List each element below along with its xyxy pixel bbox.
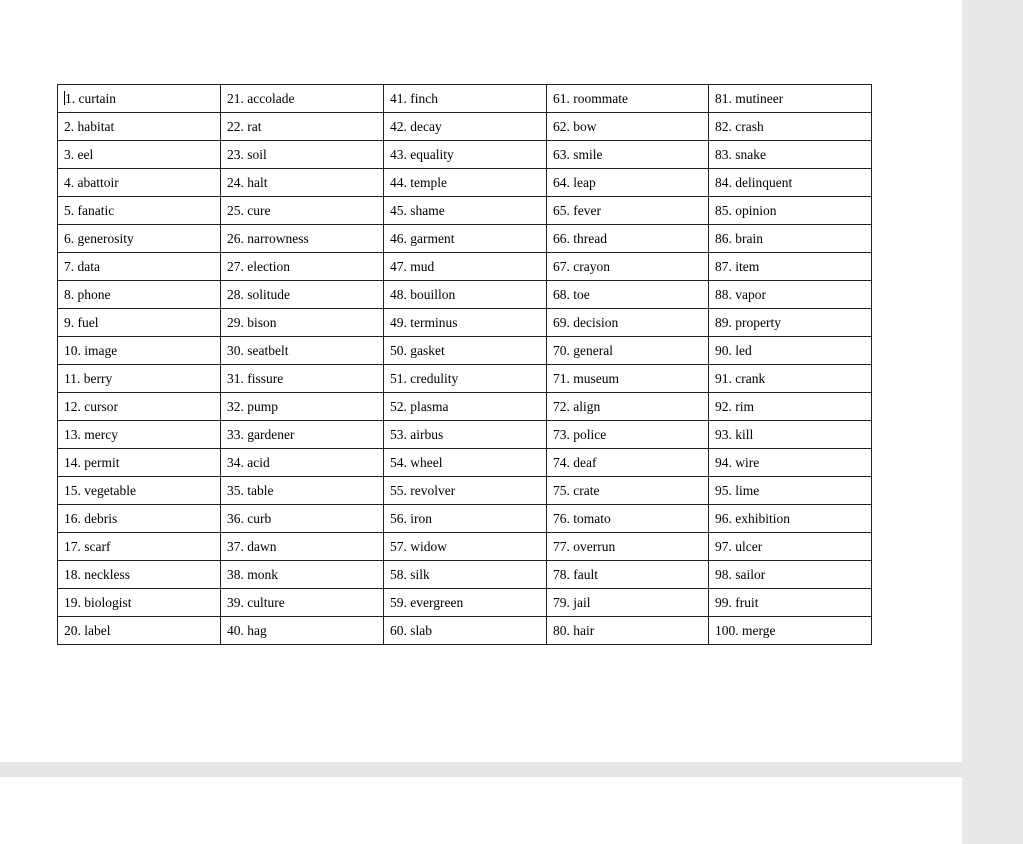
- cell-text: 29. bison: [227, 314, 277, 330]
- cell-text: 97. ulcer: [715, 538, 763, 554]
- table-cell[interactable]: [221, 309, 384, 337]
- table-row: [58, 505, 872, 533]
- table-cell[interactable]: [709, 561, 872, 589]
- cell-text: 36. curb: [227, 510, 272, 526]
- table-row: [58, 365, 872, 393]
- cell-text: 53. airbus: [390, 426, 444, 442]
- table-cell[interactable]: [221, 393, 384, 421]
- table-cell[interactable]: [384, 225, 547, 253]
- table-cell[interactable]: [58, 505, 221, 533]
- table-cell[interactable]: [384, 169, 547, 197]
- table-cell[interactable]: [58, 309, 221, 337]
- cell-text: 63. smile: [553, 146, 603, 162]
- table-row: [58, 589, 872, 617]
- table-cell[interactable]: [709, 85, 872, 113]
- table-row: [58, 449, 872, 477]
- table-cell[interactable]: [709, 365, 872, 393]
- cell-text: 30. seatbelt: [227, 342, 289, 358]
- cell-text: 65. fever: [553, 202, 601, 218]
- table-row: [58, 141, 872, 169]
- table-row: [58, 309, 872, 337]
- table-cell[interactable]: [58, 421, 221, 449]
- cell-text: 92. rim: [715, 398, 754, 414]
- table-cell[interactable]: [58, 365, 221, 393]
- table-cell[interactable]: [384, 617, 547, 645]
- table-cell[interactable]: [58, 281, 221, 309]
- table-cell[interactable]: [221, 449, 384, 477]
- cell-text: 72. align: [553, 398, 601, 414]
- cell-text: 33. gardener: [227, 426, 295, 442]
- cell-text: 79. jail: [553, 594, 591, 610]
- table-cell[interactable]: [384, 589, 547, 617]
- table-cell[interactable]: [547, 421, 709, 449]
- cell-text: 94. wire: [715, 454, 760, 470]
- table-cell[interactable]: [547, 337, 709, 365]
- word-list-table: [57, 84, 872, 645]
- cell-text: 93. kill: [715, 426, 754, 442]
- table-cell[interactable]: [547, 589, 709, 617]
- table-row: [58, 393, 872, 421]
- table-cell[interactable]: [547, 141, 709, 169]
- table-cell[interactable]: [547, 281, 709, 309]
- cell-text: 24. halt: [227, 174, 268, 190]
- table-cell[interactable]: [709, 421, 872, 449]
- cell-text: 41. finch: [390, 90, 438, 106]
- table-cell[interactable]: [384, 113, 547, 141]
- cell-text: 35. table: [227, 482, 274, 498]
- table-cell[interactable]: [547, 253, 709, 281]
- table-cell[interactable]: [221, 421, 384, 449]
- scroll-gutter: [962, 0, 1023, 844]
- table-cell[interactable]: [58, 617, 221, 645]
- table-row: [58, 561, 872, 589]
- cell-text: 38. monk: [227, 566, 279, 582]
- table-cell[interactable]: [58, 225, 221, 253]
- table-cell[interactable]: [709, 197, 872, 225]
- cell-text: 37. dawn: [227, 538, 277, 554]
- cell-text: 56. iron: [390, 510, 432, 526]
- cell-text: 84. delinquent: [715, 174, 793, 190]
- table-row: [58, 253, 872, 281]
- table-cell[interactable]: [384, 505, 547, 533]
- table-cell[interactable]: [709, 225, 872, 253]
- table-cell[interactable]: [221, 85, 384, 113]
- cell-text: 62. bow: [553, 118, 597, 134]
- cell-text: 91. crank: [715, 370, 766, 386]
- table-cell[interactable]: [709, 589, 872, 617]
- table-cell[interactable]: [221, 477, 384, 505]
- cell-text: 67. crayon: [553, 258, 610, 274]
- table-row: [58, 197, 872, 225]
- cell-text: 78. fault: [553, 566, 598, 582]
- cell-text: 5. fanatic: [64, 202, 115, 218]
- table-cell[interactable]: [221, 561, 384, 589]
- cell-text: 83. snake: [715, 146, 766, 162]
- table-cell[interactable]: [221, 505, 384, 533]
- cell-text: 52. plasma: [390, 398, 449, 414]
- table-cell[interactable]: [384, 533, 547, 561]
- table-cell[interactable]: [709, 113, 872, 141]
- table-cell[interactable]: [384, 421, 547, 449]
- table-cell[interactable]: [221, 281, 384, 309]
- table-cell[interactable]: [384, 561, 547, 589]
- table-cell[interactable]: [709, 141, 872, 169]
- cell-text: 2. habitat: [64, 118, 115, 134]
- cell-text: 31. fissure: [227, 370, 284, 386]
- cell-text: 11. berry: [64, 370, 113, 386]
- table-cell[interactable]: [547, 169, 709, 197]
- table-cell[interactable]: [709, 617, 872, 645]
- cell-text: 74. deaf: [553, 454, 597, 470]
- cell-text: 12. cursor: [64, 398, 118, 414]
- cell-text: 3. eel: [64, 146, 94, 162]
- table-cell[interactable]: [547, 85, 709, 113]
- table-row: [58, 225, 872, 253]
- cell-text: 57. widow: [390, 538, 447, 554]
- table-cell[interactable]: [58, 589, 221, 617]
- table-cell[interactable]: [58, 85, 221, 113]
- cell-text: 66. thread: [553, 230, 607, 246]
- table-cell[interactable]: [384, 309, 547, 337]
- cell-text: 73. police: [553, 426, 607, 442]
- table-cell[interactable]: [384, 365, 547, 393]
- table-cell[interactable]: [709, 281, 872, 309]
- table-cell[interactable]: [221, 141, 384, 169]
- cell-text: 54. wheel: [390, 454, 443, 470]
- cell-text: 8. phone: [64, 286, 111, 302]
- table-cell[interactable]: [384, 253, 547, 281]
- table-cell[interactable]: [384, 393, 547, 421]
- table-cell[interactable]: [221, 197, 384, 225]
- cell-text: 39. culture: [227, 594, 285, 610]
- cell-text: 7. data: [64, 258, 100, 274]
- cell-text: 88. vapor: [715, 286, 766, 302]
- table-cell[interactable]: [58, 141, 221, 169]
- table-cell[interactable]: [58, 393, 221, 421]
- table-cell[interactable]: [384, 197, 547, 225]
- table-row: [58, 617, 872, 645]
- table-cell[interactable]: [709, 393, 872, 421]
- cell-text: 20. label: [64, 622, 111, 638]
- table-cell[interactable]: [709, 505, 872, 533]
- cell-text: 23. soil: [227, 146, 267, 162]
- table-row: [58, 169, 872, 197]
- table-row: [58, 477, 872, 505]
- table-cell[interactable]: [384, 85, 547, 113]
- cell-text: 46. garment: [390, 230, 455, 246]
- table-cell[interactable]: [221, 169, 384, 197]
- cell-text: 51. credulity: [390, 370, 459, 386]
- table-cell[interactable]: [384, 141, 547, 169]
- table-cell[interactable]: [547, 113, 709, 141]
- cell-text: 16. debris: [64, 510, 118, 526]
- cell-text: 48. bouillon: [390, 286, 456, 302]
- cell-text: 26. narrowness: [227, 230, 309, 246]
- document-page-next[interactable]: [0, 777, 962, 844]
- cell-text: 15. vegetable: [64, 482, 136, 498]
- cell-text: 61. roommate: [553, 90, 628, 106]
- table-cell[interactable]: [221, 337, 384, 365]
- cell-text: 27. election: [227, 258, 290, 274]
- cell-text: 86. brain: [715, 230, 763, 246]
- table-cell[interactable]: [58, 337, 221, 365]
- table-cell[interactable]: [709, 169, 872, 197]
- table-cell[interactable]: [709, 477, 872, 505]
- cell-text: 70. general: [553, 342, 613, 358]
- cell-text: 96. exhibition: [715, 510, 790, 526]
- cell-text: 89. property: [715, 314, 781, 330]
- table-row: [58, 337, 872, 365]
- table-cell[interactable]: [709, 533, 872, 561]
- table-row: [58, 421, 872, 449]
- cell-text: 81. mutineer: [715, 90, 784, 106]
- cell-text: 43. equality: [390, 146, 454, 162]
- table-cell[interactable]: [547, 393, 709, 421]
- table-cell[interactable]: [221, 589, 384, 617]
- cell-text: 60. slab: [390, 622, 432, 638]
- cell-text: 99. fruit: [715, 594, 759, 610]
- table-cell[interactable]: [384, 449, 547, 477]
- cell-text: 55. revolver: [390, 482, 456, 498]
- word-list-table-body: [58, 85, 872, 645]
- table-cell[interactable]: [547, 561, 709, 589]
- cell-text: 95. lime: [715, 482, 760, 498]
- cell-text: 32. pump: [227, 398, 279, 414]
- cell-text: 25. cure: [227, 202, 271, 218]
- cell-text: 19. biologist: [64, 594, 132, 610]
- table-cell[interactable]: [221, 225, 384, 253]
- cell-text: 100. merge: [715, 622, 776, 638]
- table-row: [58, 113, 872, 141]
- cell-text: 40. hag: [227, 622, 267, 638]
- table-cell[interactable]: [384, 337, 547, 365]
- table-cell[interactable]: [221, 365, 384, 393]
- cell-text: 98. sailor: [715, 566, 766, 582]
- table-cell[interactable]: [547, 197, 709, 225]
- cell-text: 77. overrun: [553, 538, 616, 554]
- table-cell[interactable]: [221, 253, 384, 281]
- table-cell[interactable]: [58, 197, 221, 225]
- cell-text: 90. led: [715, 342, 752, 358]
- cell-text: 49. terminus: [390, 314, 458, 330]
- cell-text: 10. image: [64, 342, 118, 358]
- cell-text: 42. decay: [390, 118, 442, 134]
- cell-text: 9. fuel: [64, 314, 99, 330]
- cell-text: 4. abattoir: [64, 174, 119, 190]
- table-cell[interactable]: [384, 281, 547, 309]
- table-cell[interactable]: [58, 561, 221, 589]
- table-cell[interactable]: [221, 113, 384, 141]
- table-row: [58, 533, 872, 561]
- table-cell[interactable]: [547, 365, 709, 393]
- table-row: [58, 85, 872, 113]
- cell-text: 75. crate: [553, 482, 600, 498]
- cell-text: 64. leap: [553, 174, 596, 190]
- table-cell[interactable]: [58, 253, 221, 281]
- cell-text: 76. tomato: [553, 510, 611, 526]
- cell-text: 34. acid: [227, 454, 270, 470]
- cell-text: 58. silk: [390, 566, 430, 582]
- cell-text: 69. decision: [553, 314, 619, 330]
- cell-text: 45. shame: [390, 202, 445, 218]
- cell-text: 13. mercy: [64, 426, 118, 442]
- cell-text: 87. item: [715, 258, 760, 274]
- table-cell[interactable]: [384, 477, 547, 505]
- cell-text: 85. opinion: [715, 202, 777, 218]
- table-cell[interactable]: [221, 617, 384, 645]
- table-cell[interactable]: [58, 113, 221, 141]
- table-cell[interactable]: [709, 309, 872, 337]
- cell-text: 6. generosity: [64, 230, 134, 246]
- cell-text: 1. curtain: [65, 90, 116, 106]
- table-cell[interactable]: [58, 477, 221, 505]
- table-cell[interactable]: [547, 617, 709, 645]
- table-cell[interactable]: [58, 169, 221, 197]
- table-cell[interactable]: [547, 449, 709, 477]
- cell-text: 71. museum: [553, 370, 619, 386]
- table-cell[interactable]: [547, 505, 709, 533]
- table-row: [58, 281, 872, 309]
- cell-text: 17. scarf: [64, 538, 111, 554]
- cell-text: 68. toe: [553, 286, 590, 302]
- cell-text: 50. gasket: [390, 342, 445, 358]
- cell-text: 59. evergreen: [390, 594, 464, 610]
- table-cell[interactable]: [547, 477, 709, 505]
- table-cell[interactable]: [547, 225, 709, 253]
- table-cell[interactable]: [58, 533, 221, 561]
- table-cell[interactable]: [58, 449, 221, 477]
- cell-text: 28. solitude: [227, 286, 290, 302]
- table-cell[interactable]: [547, 533, 709, 561]
- cell-text: 21. accolade: [227, 90, 295, 106]
- cell-text: 22. rat: [227, 118, 262, 134]
- table-cell[interactable]: [547, 309, 709, 337]
- table-cell[interactable]: [709, 253, 872, 281]
- cell-text: 47. mud: [390, 258, 435, 274]
- table-cell[interactable]: [709, 449, 872, 477]
- table-cell[interactable]: [221, 533, 384, 561]
- cell-text: 14. permit: [64, 454, 120, 470]
- cell-text: 44. temple: [390, 174, 447, 190]
- cell-text: 18. neckless: [64, 566, 130, 582]
- cell-text: 82. crash: [715, 118, 764, 134]
- table-cell[interactable]: [709, 337, 872, 365]
- cell-text: 80. hair: [553, 622, 595, 638]
